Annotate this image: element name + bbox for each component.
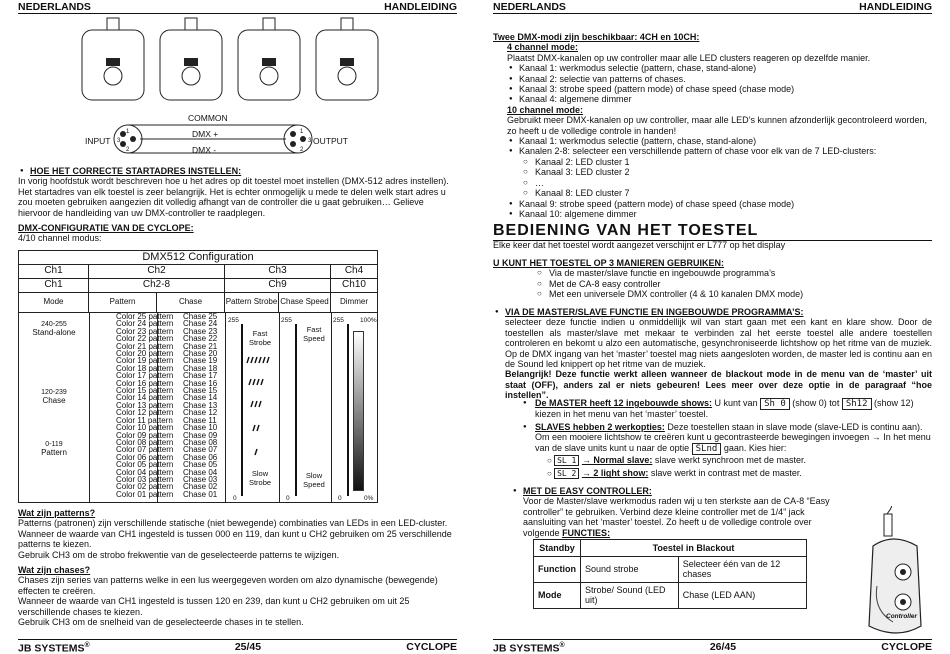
patcol-item: Color 06 pattern xyxy=(116,452,174,462)
patcol-item: Color 12 pattern xyxy=(116,408,174,418)
display-sh12: Sh12 xyxy=(842,398,872,410)
dmx-plus-label: DMX + xyxy=(192,129,219,139)
cell-ch10: Ch10 xyxy=(342,279,366,291)
cell-mode-label: Mode xyxy=(534,582,581,608)
patterns-title: Wat zijn patterns? xyxy=(18,508,96,518)
chacol-item: Chase 06 xyxy=(183,452,218,462)
startadres-text: In vorig hoofdstuk wordt beschreven hoe u het adres op dit toestel moet instellen (DMX-512 adres instellen). Het startadres van elk toestel is zeer belangrijk. Het is echter onmogelijk u mede te delen welk start adres u zou moeten gebruiken aangezien dit volledig afhangt van de controller die u gaat gebruiken… Gelieve hiervoor de handleiding van uw DMX-controller te raadplegen. xyxy=(18,176,449,218)
strobe-fast-label: Fast Strobe xyxy=(248,329,272,347)
tensub-item: ○ … xyxy=(523,178,932,188)
ten-channel-text: Gebruikt meer DMX-kanalen op uw controller, maar alle LED’s kunnen afzonderlijk gecontroleerd worden, zo heeft u de volledige controle in handen! xyxy=(507,115,928,136)
header-title: HANDLEIDING xyxy=(384,0,457,13)
patcol-item: Color 03 pattern xyxy=(116,474,174,484)
strobe-slow-label: Slow Strobe xyxy=(248,469,272,487)
chases-text-2: Wanneer de waarde van CH1 ingesteld is tussen 120 en 239, dan kunt u CH2 gebruiken om uit 25 verschillende chases te kiezen. xyxy=(18,596,410,617)
patcol-item: Color 17 pattern xyxy=(116,371,174,381)
two-light-show-label: → 2 light show: xyxy=(581,468,649,479)
ten-item-4: ● Kanaal 10: algemene dimmer xyxy=(507,209,932,219)
left-header xyxy=(18,0,457,14)
chase-list xyxy=(183,313,233,502)
dimmer-top-percent: 100% xyxy=(360,317,377,324)
cell-standby: Standby xyxy=(534,540,581,557)
patcol-item: Color 02 pattern xyxy=(116,482,174,492)
ten-item-3: ● Kanaal 9: strobe speed (pattern mode) of chase speed (chase mode) xyxy=(507,199,932,209)
easy-functions-label: FUNCTIES: xyxy=(562,527,611,538)
speed-scale-line xyxy=(295,324,297,496)
patcol-item: Color 04 pattern xyxy=(116,467,174,477)
patcol-item: Color 15 pattern xyxy=(116,386,174,396)
strobe-top-value: 255 xyxy=(228,317,239,324)
controller-label: Controller xyxy=(886,613,918,620)
chacol-item: Chase 13 xyxy=(183,400,218,410)
four-channel-text: Plaatst DMX-kanalen op uw controller maar alle LED clusters reageren op dezelfde manier. xyxy=(507,52,871,63)
fourlist-item: ● Kanaal 3: strobe speed (pattern mode) of chase speed (chase mode) xyxy=(507,84,932,94)
cell-chase-led: Chase (LED AAN) xyxy=(678,582,806,608)
ten-item-2: ● Kanalen 2-8: selecteer een verschillende pattern of chase voor elk van de 7 LED-clusters: xyxy=(507,146,932,156)
cell-dimmer: Dimmer xyxy=(340,297,368,307)
cell-function: Function xyxy=(534,557,581,583)
ms-text: selecteer deze functie indien u onmiddellijk wil van start gaan met een kant en klare show. Door de toestellen als master/slave met mekaar te verbinden zal het eerste toestel alle andere toestellen controleren en bekomt u alzo een automatische, gesynchroniseerde lichtshow op het ritme van de muziek. Op de DMX ingang van het ‘master’ toestel mag niets aangesloten worden, de master led is continu aan en de Sound led knippert op het ritme van de muziek. xyxy=(505,317,932,370)
patcol-item: Color 21 pattern xyxy=(116,341,174,351)
cell-ch2-8: Ch2-8 xyxy=(89,279,225,292)
cell-select-chase: Selecteer één van de 12 chases xyxy=(678,557,806,583)
ways-list xyxy=(493,268,932,299)
chacol-item: Chase 02 xyxy=(183,482,218,492)
dmx-minus-label: DMX - xyxy=(192,145,217,155)
patterns-text-2: Wanneer de waarde van CH1 ingesteld is tussen 000 en 119, dan kunt u CH2 gebruiken om 25 verschillende patterns te kiezen. xyxy=(18,528,452,550)
display-slnd: SLnd xyxy=(692,443,722,455)
right-page xyxy=(475,0,950,654)
right-header xyxy=(493,0,932,14)
strobe-bottom-value: 0 xyxy=(233,495,237,502)
master-slave-section xyxy=(493,307,932,401)
patcol-item: Color 25 pattern xyxy=(116,312,174,321)
chacol-item: Chase 09 xyxy=(183,430,218,440)
patcol-item: Color 09 pattern xyxy=(116,430,174,440)
normal-slave-label: → Normal slave: xyxy=(581,455,653,466)
chases-text-1: Chases zijn series van patterns welke in een lus weergegeven worden om alzo dynamische (bewegende) effecten te creëren. xyxy=(18,575,438,596)
chacol-item: Chase 01 xyxy=(183,489,218,499)
input-label: INPUT xyxy=(85,136,111,146)
footer-brand: JB SYSTEMS® xyxy=(18,641,90,654)
patcol-item: Color 01 pattern xyxy=(116,489,174,499)
cell-pattern: Pattern xyxy=(89,293,157,312)
chacol-item: Chase 23 xyxy=(183,326,218,336)
startadres-title: ● HOE HET CORRECTE STARTADRES INSTELLEN: xyxy=(18,166,457,176)
patterns-text-1: Patterns (patronen) zijn verschillende statische (niet bewegende) combinaties van LEDs in een LED-cluster. xyxy=(18,518,448,529)
chacol-item: Chase 25 xyxy=(183,312,218,321)
section-heading: BEDIENING VAN HET TOESTEL xyxy=(493,222,932,241)
patterns-section xyxy=(18,508,457,560)
fourlist-item: ● Kanaal 4: algemene dimmer xyxy=(507,94,932,104)
cell-chase-speed: Chase Speed xyxy=(279,293,331,312)
functions-row xyxy=(534,557,807,583)
cell-ch3: Ch3 xyxy=(225,265,331,278)
dmx-modes-title: Twee DMX-modi zijn beschikbaar: 4CH en 10CH: xyxy=(493,32,700,42)
cell-ch1: Ch1 xyxy=(19,265,89,278)
four-channel-list xyxy=(507,63,932,105)
dimmer-top-value: 255 xyxy=(333,317,344,324)
chases-title: Wat zijn chases? xyxy=(18,565,91,575)
ways-section xyxy=(493,258,932,300)
display-sh0: Sh 0 xyxy=(760,398,790,410)
chacol-item: Chase 22 xyxy=(183,334,218,344)
chases-section xyxy=(18,565,457,627)
cell-pattern-strobe: Pattern Strobe xyxy=(225,293,279,312)
fourlist-item: ● Kanaal 2: selectie van patterns of chases. xyxy=(507,74,932,84)
chacol-item: Chase 16 xyxy=(183,378,218,388)
fourlist-item: ● Kanaal 1: werkmodus selectie (pattern, chase, stand-alone) xyxy=(507,63,932,73)
chacol-item: Chase 24 xyxy=(183,319,218,329)
output-pin-2: 2 xyxy=(300,147,304,153)
chacol-item: Chase 20 xyxy=(183,349,218,359)
patcol-item: Color 22 pattern xyxy=(116,334,174,344)
patcol-item: Color 14 pattern xyxy=(116,393,174,403)
ten-channel-list xyxy=(507,136,932,157)
chacol-item: Chase 03 xyxy=(183,474,218,484)
patcol-item: Color 24 pattern xyxy=(116,319,174,329)
patcol-item: Color 20 pattern xyxy=(116,349,174,359)
chacol-item: Chase 17 xyxy=(183,371,218,381)
input-pin-1: 1 xyxy=(126,129,130,135)
footer-page-number: 26/45 xyxy=(709,640,737,653)
dmx-table-title: DMX512 Configuration xyxy=(19,251,377,265)
wayslist-item: ○ Met een universele DMX controller (4 & 10 kanalen DMX mode) xyxy=(537,289,932,299)
header-language: NEDERLANDS xyxy=(18,0,91,13)
pattern-list xyxy=(116,313,186,502)
slave-option-list: ○ SL 1 → Normal slave: slave werkt synchroon met de master. ○ SL 2 → 2 light show: slave werkt in contrast met de master. xyxy=(547,455,806,479)
header-title: HANDLEIDING xyxy=(859,0,932,13)
dmx-row-functions xyxy=(19,293,377,313)
chacol-item: Chase 11 xyxy=(183,415,217,425)
patcol-item: Color 10 pattern xyxy=(116,423,174,433)
chacol-item: Chase 19 xyxy=(183,356,218,366)
strobe-speed-marks xyxy=(245,351,275,461)
tensub-item: ○ Kanaal 2: LED cluster 1 xyxy=(523,157,932,167)
chacol-item: Chase 12 xyxy=(183,408,218,418)
common-label: COMMON xyxy=(188,113,228,123)
input-pin-2: 2 xyxy=(126,147,130,153)
dimmer-gradient-bar xyxy=(353,331,364,491)
footer-model: CYCLOPE xyxy=(406,640,457,653)
patcol-item: Color 13 pattern xyxy=(116,400,174,410)
cell-blackout: Toestel in Blackout xyxy=(581,540,807,557)
footer-model: CYCLOPE xyxy=(881,640,932,653)
easy-text: Voor de Master/slave werkmodus raden wij u ten sterkste aan de CA-8 “Easy controller” te gebruiken. Verbind deze kleine controller met de 1/4” jack aansluiting van het ‘master’ toestel. Zo heeft u de volledige controle over volgende xyxy=(523,496,830,538)
dmx-row-4ch xyxy=(19,265,377,279)
cell-ch9: Ch9 xyxy=(225,279,331,292)
mode-row xyxy=(534,582,807,608)
patcol-item: Color 08 pattern xyxy=(116,437,174,447)
tensub-item: ○ Kanaal 8: LED cluster 7 xyxy=(523,188,932,198)
speed-bottom-value: 0 xyxy=(286,495,290,502)
patcol-item: Color 18 pattern xyxy=(116,363,174,373)
ten-channel-title: 10 channel mode: xyxy=(507,104,584,115)
cell-ch4: Ch4 xyxy=(344,265,364,277)
startadres-section xyxy=(18,166,457,218)
chacol-item: Chase 05 xyxy=(183,460,218,470)
display-sl1: SL 1 xyxy=(554,455,579,466)
chacol-item: Chase 08 xyxy=(183,437,218,447)
mode-pattern: 0-119 Pattern xyxy=(41,441,67,457)
ms-title: ● VIA DE MASTER/SLAVE FUNCTIE EN INGEBOUWDE PROGRAMMA’S: xyxy=(493,307,932,317)
chacol-item: Chase 18 xyxy=(183,363,218,373)
ten-item-1: ● Kanaal 1: werkmodus selectie (pattern, chase, stand-alone) xyxy=(507,136,932,146)
config-title: DMX-CONFIGURATIE VAN DE CYCLOPE: xyxy=(18,223,194,233)
dmx-row-10ch xyxy=(19,279,377,293)
patcol-item: Color 07 pattern xyxy=(116,445,174,455)
cell-ch2: Ch2 xyxy=(89,265,225,278)
cell-mode: Mode xyxy=(19,293,89,312)
right-footer xyxy=(493,639,932,654)
tensub-item: ○ Kanaal 3: LED cluster 2 xyxy=(523,167,932,177)
section-intro: Elke keer dat het toestel wordt aangezet verschijnt er L777 op het display xyxy=(493,240,786,250)
mode-standalone: 240-255 Stand-alone xyxy=(32,321,76,337)
ten-channel-list-2 xyxy=(507,199,932,220)
dimmer-scale-line xyxy=(347,324,349,496)
four-channel-title: 4 channel mode: xyxy=(507,42,579,53)
easy-controller-section xyxy=(511,486,843,538)
dmx-wiring-diagram xyxy=(70,16,410,158)
master-slave-options: ● De MASTER heeft 12 ingebouwde shows: U kunt van Sh 0 (show 0) tot Sh12 (show 12) kiezen in het menu van het ‘master’ toestel. ● SLAVES hebben 2 werkopties: Deze toestellen staan in slave mode (slave-LED is continu aan). Om een mooiere lichtshow te creëren kunt u gecontrasteerde bewegingen invoegen → In het menu van de slave units kunt u naar de optie SLnd gaan. Kies hier: ○ SL 1 → Normal slave: slave werkt synchroon met de master. ○ SL 2 → 2 light show: slave werkt in contrast met de master. xyxy=(523,398,931,479)
chacol-item: Chase 21 xyxy=(183,341,218,351)
chacol-item: Chase 04 xyxy=(183,467,218,477)
functions-header-row xyxy=(534,540,807,557)
dimmer-bottom-value: 0 xyxy=(338,495,342,502)
dimmer-bottom-percent: 0% xyxy=(364,495,374,502)
master-shows-label: De MASTER heeft 12 ingebouwde shows: xyxy=(535,398,713,408)
cell-chase: Chase xyxy=(157,293,225,312)
config-sub: 4/10 channel modus: xyxy=(18,233,102,244)
chacol-item: Chase 15 xyxy=(183,386,218,396)
chases-text-3: Gebruik CH3 om de snelheid van de geselecteerde chases in te stellen. xyxy=(18,617,304,628)
cell-strobe-sound: Strobe/ Sound (LED uit) xyxy=(581,582,679,608)
patcol-item: Color 05 pattern xyxy=(116,460,174,470)
cell-ch1-10: Ch1 xyxy=(19,279,89,292)
dmx-configuration-table xyxy=(18,250,378,503)
wayslist-item: ○ Met de CA-8 easy controller xyxy=(537,279,932,289)
output-label: OUTPUT xyxy=(313,136,348,146)
chacol-item: Chase 14 xyxy=(183,393,218,403)
chacol-item: Chase 10 xyxy=(183,423,218,433)
dmx-modes-section xyxy=(493,32,932,219)
footer-page-number: 25/45 xyxy=(234,640,262,653)
config-section xyxy=(18,223,457,244)
ms-warning: Belangrijk! Deze functie werkt alleen wanneer de blackout mode in de menu van de ‘master’ uit staat (OFF), anders zal er niets gebeuren! Lees meer over deze optie in de paragraaf “hoe instellen”. xyxy=(505,369,932,401)
ways-title: U KUNT HET TOESTEL OP 3 MANIEREN GEBRUIKEN: xyxy=(493,258,725,268)
output-pin-1: 1 xyxy=(300,129,304,135)
functions-table xyxy=(533,539,807,609)
patcol-item: Color 16 pattern xyxy=(116,378,174,388)
slave-options-label: SLAVES hebben 2 werkopties: xyxy=(535,421,665,432)
wayslist-item: ○ Via de master/slave functie en ingebouwde programma’s xyxy=(537,268,932,278)
cluster-sublist xyxy=(507,157,932,199)
speed-slow-label: Slow Speed xyxy=(303,471,325,489)
display-sl2: SL 2 xyxy=(554,468,579,479)
speed-fast-label: Fast Speed xyxy=(303,325,325,343)
easy-title: ● MET DE EASY CONTROLLER: xyxy=(511,486,843,496)
patterns-text-3: Gebruik CH3 om de strobo frekwentie van de geselecteerde patterns te wijzigen. xyxy=(18,549,340,560)
header-language: NEDERLANDS xyxy=(493,0,566,13)
cell-sound-strobe: Sound strobe xyxy=(581,557,679,583)
patcol-item: Color 11 pattern xyxy=(116,415,173,425)
footer-brand: JB SYSTEMS® xyxy=(493,641,565,654)
speed-top-value: 255 xyxy=(281,317,292,324)
input-pin-3: 3 xyxy=(117,138,121,144)
chacol-item: Chase 07 xyxy=(183,445,218,455)
patcol-item: Color 19 pattern xyxy=(116,356,174,366)
patcol-item: Color 23 pattern xyxy=(116,326,174,336)
mode-chase: 120-239 Chase xyxy=(41,389,67,405)
output-pin-3: 3 xyxy=(308,138,312,144)
left-footer xyxy=(18,639,457,654)
